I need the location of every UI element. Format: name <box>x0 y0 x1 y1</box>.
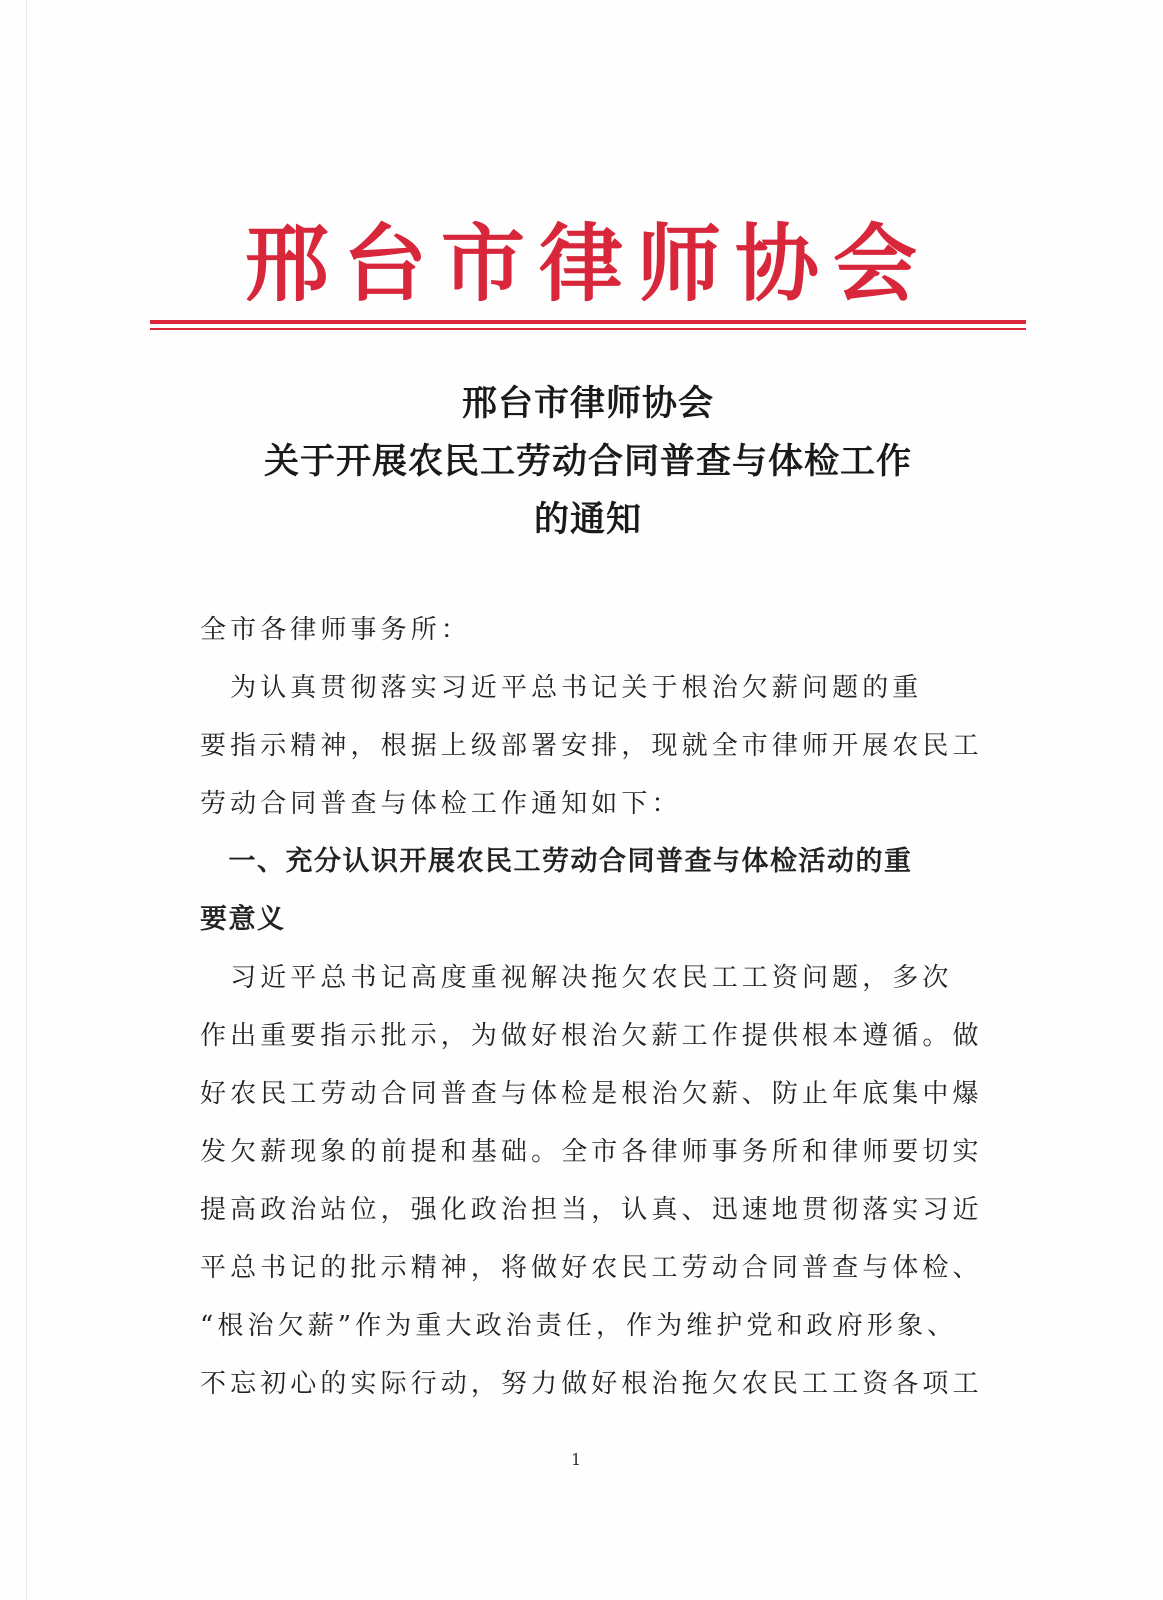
section-body-line: 提高政治站位，强化政治担当，认真、迅速地贯彻落实习近 <box>200 1195 983 1225</box>
section-heading-line-1: 一、充分认识开展农民工劳动合同普查与体检活动的重 <box>200 846 913 877</box>
letterhead-rule-thin <box>150 328 1026 330</box>
section-body-line: “根治欠薪”作为重大政治责任，作为维护党和政府形象、 <box>200 1311 958 1341</box>
salutation: 全市各律师事务所： <box>200 615 471 645</box>
section-body-line: 不忘初心的实际行动，努力做好根治拖欠农民工工资各项工 <box>200 1369 983 1399</box>
title-line-2: 关于开展农民工劳动合同普查与体检工作 <box>263 442 912 482</box>
scan-edge <box>26 0 27 1600</box>
letterhead-organization: 邢台市律师协会 <box>244 214 931 313</box>
title-line-1: 邢台市律师协会 <box>461 384 714 424</box>
section-body-line: 平总书记的批示精神，将做好农民工劳动合同普查与体检、 <box>200 1253 983 1283</box>
body-line: 为认真贯彻落实习近平总书记关于根治欠薪问题的重 <box>200 673 923 703</box>
letterhead-rule-thick <box>150 320 1026 324</box>
section-body-line: 好农民工劳动合同普查与体检是根治欠薪、防止年底集中爆 <box>200 1079 983 1109</box>
section-body-line: 发欠薪现象的前提和基础。全市各律师事务所和律师要切实 <box>200 1137 983 1167</box>
body-line: 要指示精神，根据上级部署安排，现就全市律师开展农民工 <box>200 731 983 761</box>
section-body-line: 习近平总书记高度重视解决拖欠农民工工资问题，多次 <box>200 963 953 993</box>
section-heading-line-2: 要意义 <box>200 904 286 935</box>
body-line: 劳动合同普查与体检工作通知如下： <box>200 789 682 819</box>
title-line-3: 的通知 <box>533 500 642 540</box>
page-number: 1 <box>571 1450 582 1469</box>
section-body-line: 作出重要指示批示，为做好根治欠薪工作提供根本遵循。做 <box>200 1021 983 1051</box>
